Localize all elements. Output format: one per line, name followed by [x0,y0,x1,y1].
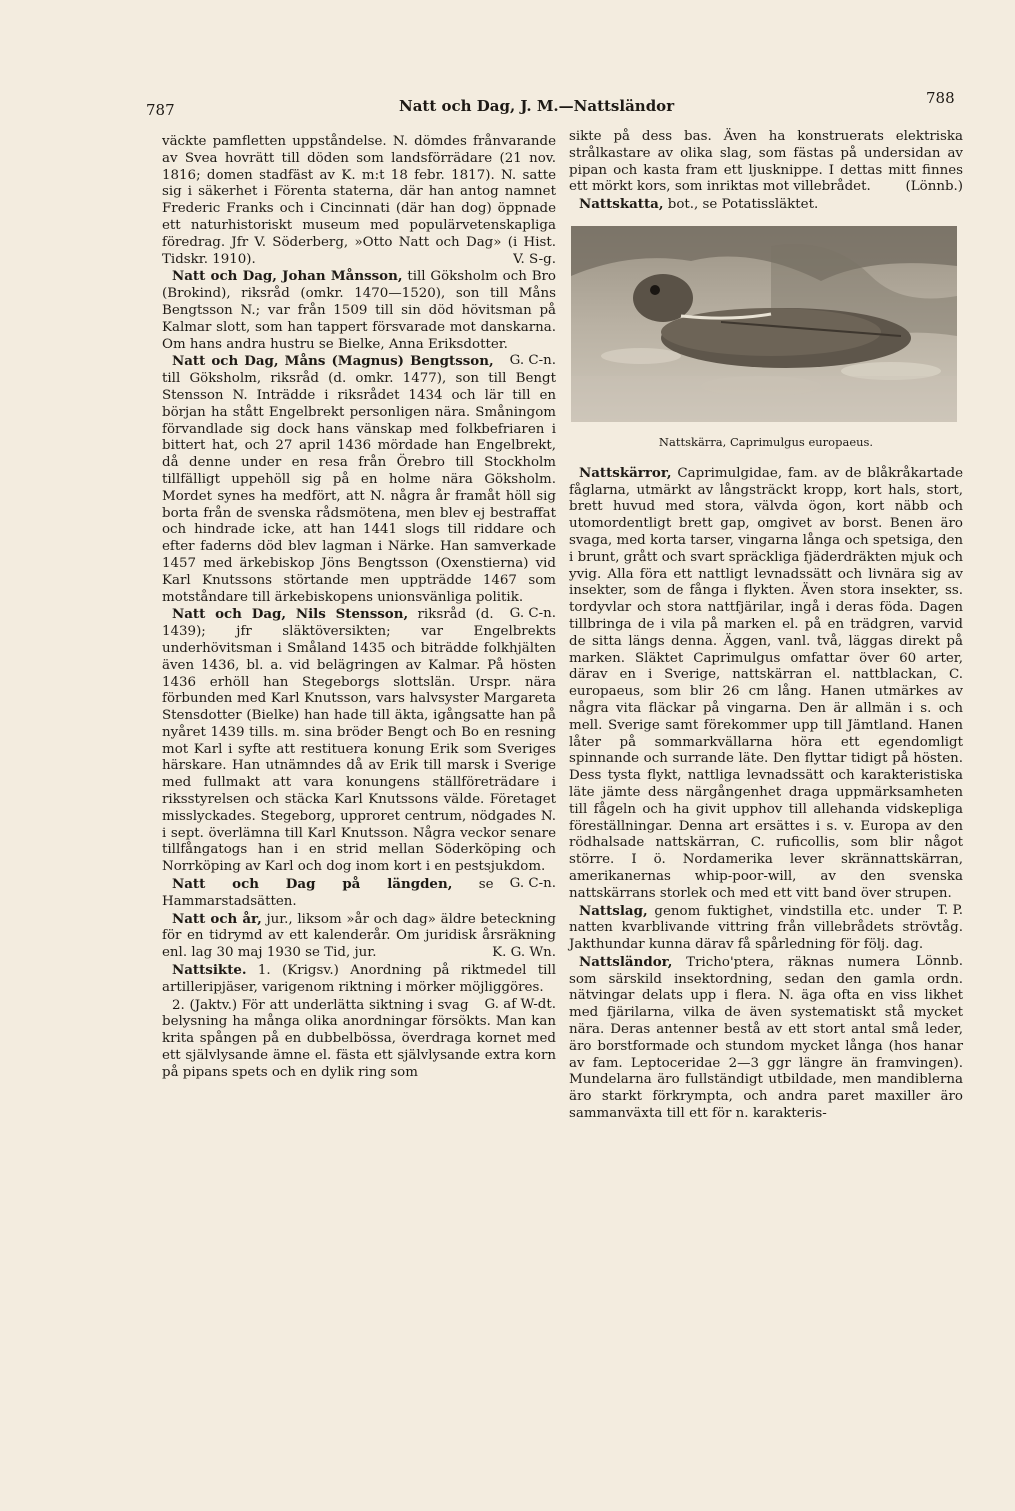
running-title: Natt och Dag, J. M.—Nattsländor [399,97,675,115]
figure-caption: Nattskärra, Caprimulgus europaeus. [658,434,874,449]
entry: Natt och Dag, Måns (Magnus) Bengtsson, till Göksholm, riksråd (d. omkr. 1477), son till Bengt Stensson N. Inträdde i riksrådet 1434 och lär till en början ha stått Engelbrekt personligen nära. Småningom förvandlade sig dock hans vänskap med folkbefriaren i bittert hat, och 27 april 1436 mördade han Engelbrekt, då denne under en resa från Örebro till Stockholm tillfälligt uppehöll sig på en holme nära Göksholm. Mordet synes ha medfört, att N. några år framåt höll sig borta från de svenska rådsmötena, men blev ej bestraffat och hindrade icke, att han 1441 slogs till riddare och efter faderns död blev lagman i Närke. Han samverkade 1457 med ärkebiskop Jöns Bengtsson (Oxenstierna) vid Karl Knutssons störtande men uppträdde 1467 som motståndare till ärkebiskopens unionsvänliga politik. G. C-n. [162,353,556,622]
right-column [569,128,963,1123]
entry: Nattsländor, Tricho'ptera, räknas numera som särskild insektordning, sedan den gamla ordn. nätvingar delats upp i flera. N. äga ofta en viss likhet med fjärilarna, vilka de även systematiskt stå mycket nära. Deras antenner bestå av ett stort antal små leder, äro borstformade och stundom mycket långa (hos hanar av fam. Leptoceridae 2—3 ggr längre än framvingen). Mundelarna äro fullständigt utbildade, men mandiblerna äro starkt förkrympta, och andra paret maxiller äro sammanväxta till ett för n. karakteris- [569,953,963,1122]
entry: 2. (Jaktv.) För att underlätta siktning i svag belysning ha många olika anordningar försökts. Man kan krita spången på en dubbelbössa, överdraga kornet med ett självlysande ämne el. fästa ett självlysande extra korn på pipans spets och en dylik ring som [162,997,556,1080]
entry: Nattslag, genom fuktighet, vindstilla etc. under natten kvarblivande vittring från villebrådets strövtåg. Jakthundar kunna därav få spårledning för följ. dag. Lönnb. [569,902,963,969]
entry: Natt och Dag, Nils Stensson, riksråd (d. 1439); jfr släktöversikten; var Engelbrekts underhövitsman i Småland 1435 och biträdde folkhjälten även 1436, bl. a. vid belägringen av Kalmar. På hösten 1436 erhöll han Stegeborgs slottslän. Urspr. nära förbunden med Karl Knutsson, vars halvsyster Margareta Stensdotter (Bielke) han hade till äkta, igångsatte han på nyåret 1439 tills. m. sina bröder Bengt och Bo en resning mot Karl i syfte att restituera konung Erik som Sveriges härskare. Han utnämndes då av Erik till marsk i Sverige med fullmakt att vara konungens ställföreträdare i riksstyrelsen och stäcka Karl Knutssons välde. Företaget misslyckades. Stegeborg, upproret centrum, nödgades N. i sept. överlämna till Karl Knutsson. Några veckor senare tillfångatogs han i en strid mellan Söderköping och Norrköping av Karl och dog inom kort i en pestsjukdom. G. C-n. [162,606,556,892]
entry: Nattsikte. 1. (Krigsv.) Anordning på riktmedel till artilleripjäser, varigenom riktning i mörker möjliggöres. G. af W-dt. [162,962,556,1012]
page-number-left: 787 [146,101,175,119]
entry: Nattskärror, Caprimulgidae, fam. av de blåkråkartade fåglarna, utmärkt av långsträckt kropp, kort hals, stort, brett huvud med stora, välvda ögon, kort näbb och utomordentligt brett gap, omgivet av borst. Benen äro svaga, med korta tarser, vingarna långa och spetsiga, den i brunt, grått och svart spräckliga fjäderdräkten mjuk och yvig. Alla föra ett nattligt levnadssätt och livnära sig av insekter, som de fånga i flykten. Även stora insekter, ss. tordyvlar och stora nattfjärilar, ingå i deras föda. Dagen tillbringa de i vila på marken el. på en trädgren, varvid de sitta längs denna. Äggen, vanl. två, läggas direkt på marken. Släktet Caprimulgus omfattar över 60 arter, därav en i Sverige, nattskärran el. nattblackan, C. europaeus, som blir 26 cm lång. Hanen utmärkes av några vita fläckar på vingarna. Den är allmän i s. och mell. Sverige samt förekommer upp till Jämtland. Hanen låter på sommarkvällarna höra ett egendomligt spinnande och surrande läte. Den flyttar tidigt på hösten. Dess tysta flykt, nattliga levnadssätt och karakteristiska läte jämte dess närgångenhet draga uppmärksamheten till fågeln och ha givit upphov till allehanda vidskepliga föreställningar. Denna art ersättes i s. v. Europa av den rödhalsade nattskärran, C. ruficollis, som blir något större. I ö. Nordamerika lever skrännattskärran, amerikanernas whip-poor-will, av den svenska nattskärrans storlek och med ett vitt band över strupen. T. P. [569,464,963,918]
left-column [162,133,556,1082]
entry: väckte pamfletten uppståndelse. N. dömdes frånvarande av Svea hovrätt till döden som landsförrädare (21 nov. 1816; domen stadfäst av K. m:t 18 febr. 1817). N. satte sig i säkerhet i Förenta staterna, där han antog namnet Frederic Franks och i Cincinnati (där han dog) öppnade ett naturhistoriskt museum med populärvetenskapliga föredrag. Jfr V. Söderberg, »Otto Natt och Dag» (i Hist. Tidskr. 1910). V. S-g. [162,134,556,267]
nightjar-photo [571,226,957,422]
nightjar-illustration [571,226,957,422]
entry: Natt och år, jur., liksom »år och dag» äldre beteckning för en tidrymd av ett kalenderår. Om juridisk årsräkning enl. lag 30 maj 1930 se Tid, jur. K. G. Wn. [162,910,556,961]
entry: Nattskatta, bot., se Potatissläktet. [579,196,819,213]
page-number-right: 788 [926,89,955,107]
entry: Natt och Dag på längden, se Hammarstadsätten. [162,876,494,909]
entry: Natt och Dag, Johan Månsson, till Göksholm och Bro (Brokind), riksråd (omkr. 1470—1520), son till Måns Bengtsson N.; var från 1509 till sin död hövitsman på Kalmar slott, som han tappert försvarade mot danskarna. Om hans andra hustru se Bielke, Anna Eriksdotter. G. C-n. [162,268,556,369]
entry: sikte på dess bas. Även ha konstruerats elektriska strålkastare av olika slag, som fästas på undersidan av pipan och kasta fram ett ljusknippe. I dettas mitt finnes ett mörkt kors, som inriktas mot villebrådet. (Lönnb.) [569,129,963,195]
